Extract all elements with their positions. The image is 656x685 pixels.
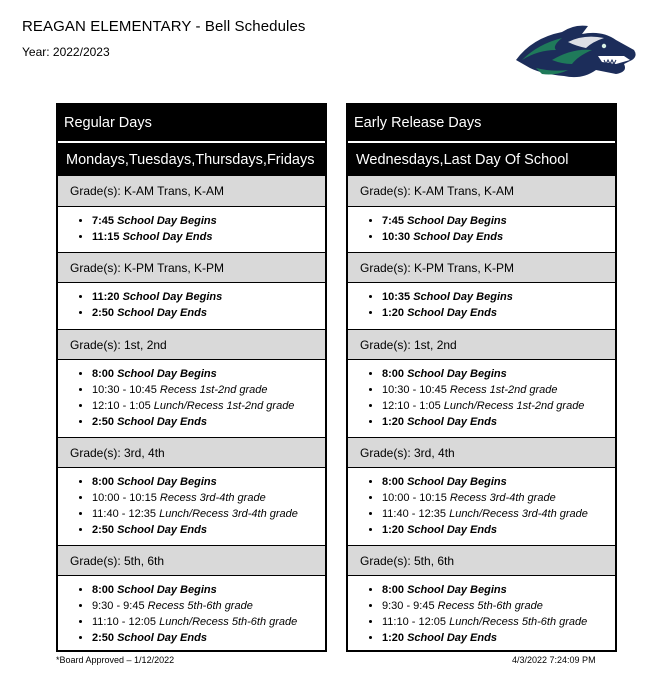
schedule-list <box>348 468 615 545</box>
schedule-time: 1:20 <box>382 416 405 428</box>
schedule-item <box>382 506 615 522</box>
schedule-description: School Day Begins <box>407 584 507 596</box>
grade-header: Grade(s): K-PM Trans, K-PM <box>348 252 615 283</box>
schedule-item <box>92 305 325 321</box>
schedule-description: Lunch/Recess 1st-2nd grade <box>443 400 585 412</box>
schedule-time: 10:00 - 10:15 <box>382 492 447 504</box>
schedule-description: Recess 5th-6th grade <box>147 600 253 612</box>
schedule-item <box>382 289 615 305</box>
schedule-description: Lunch/Recess 5th-6th grade <box>449 616 588 628</box>
schedule-list <box>58 360 325 437</box>
grade-header: Grade(s): 1st, 2nd <box>348 329 615 360</box>
grade-header: Grade(s): 1st, 2nd <box>58 329 325 360</box>
schedule-time: 11:20 <box>92 291 120 303</box>
schedule-description: School Day Ends <box>117 632 207 644</box>
grade-header: Grade(s): 5th, 6th <box>58 545 325 576</box>
schedule-time: 10:30 - 10:45 <box>382 384 447 396</box>
board-approved-note: *Board Approved – 1/12/2022 <box>56 655 175 665</box>
schedule-description: School Day Begins <box>407 368 507 380</box>
schedule-item <box>92 630 325 646</box>
schedule-description: School Day Begins <box>407 476 507 488</box>
column-title: Regular Days <box>58 105 325 143</box>
schedule-description: School Day Ends <box>407 524 497 536</box>
schedule-description: School Day Begins <box>117 476 217 488</box>
schedule-item <box>382 414 615 430</box>
schedule-item <box>382 229 615 245</box>
schedule-item <box>382 490 615 506</box>
schedule-time: 2:50 <box>92 524 115 536</box>
schedule-time: 2:50 <box>92 632 115 644</box>
schedule-description: Lunch/Recess 1st-2nd grade <box>153 400 295 412</box>
print-timestamp: 4/3/2022 7:24:09 PM <box>512 655 596 665</box>
schedule-time: 9:30 - 9:45 <box>92 600 145 612</box>
grade-header: Grade(s): 3rd, 4th <box>348 437 615 468</box>
schedule-item <box>382 382 615 398</box>
schedule-time: 10:30 <box>382 231 411 243</box>
schedule-time: 8:00 <box>382 584 405 596</box>
school-year: Year: 2022/2023 <box>22 45 110 59</box>
schedule-description: School Day Begins <box>117 368 217 380</box>
schedule-description: Recess 3rd-4th grade <box>449 492 556 504</box>
schedule-list <box>58 207 325 252</box>
schedule-item <box>92 414 325 430</box>
schedule-time: 2:50 <box>92 307 115 319</box>
early-release-column <box>346 103 617 652</box>
schedule-description: Recess 1st-2nd grade <box>159 384 268 396</box>
schedule-time: 1:20 <box>382 632 405 644</box>
schedule-description: Lunch/Recess 5th-6th grade <box>159 616 298 628</box>
wolf-mascot-logo <box>512 20 640 84</box>
schedule-list <box>348 576 615 653</box>
schedule-item <box>382 213 615 229</box>
schedule-description: School Day Ends <box>413 231 504 243</box>
schedule-description: School Day Ends <box>117 416 207 428</box>
schedule-time: 8:00 <box>382 476 405 488</box>
schedule-time: 12:10 - 1:05 <box>92 400 151 412</box>
schedule-item <box>92 213 325 229</box>
schedule-time: 11:15 <box>92 231 120 243</box>
schedule-list <box>58 283 325 329</box>
schedule-description: School Day Begins <box>122 291 223 303</box>
schedule-item <box>92 366 325 382</box>
schedule-description: Lunch/Recess 3rd-4th grade <box>159 508 298 520</box>
schedule-time: 8:00 <box>92 476 115 488</box>
schedule-description: School Day Ends <box>407 307 497 319</box>
schedule-description: School Day Begins <box>407 215 507 227</box>
column-title: Early Release Days <box>348 105 615 143</box>
regular-days-column <box>56 103 327 652</box>
schedule-description: School Day Begins <box>413 291 513 303</box>
column-days: Mondays,Tuesdays,Thursdays,Fridays <box>58 143 325 176</box>
schedule-list <box>348 360 615 437</box>
schedule-item <box>92 522 325 538</box>
schedule-description: Recess 1st-2nd grade <box>449 384 558 396</box>
column-days: Wednesdays,Last Day Of School <box>348 143 615 176</box>
schedule-time: 1:20 <box>382 524 405 536</box>
schedule-item <box>92 598 325 614</box>
schedule-item <box>92 382 325 398</box>
schedule-description: Lunch/Recess 3rd-4th grade <box>449 508 588 520</box>
schedule-time: 7:45 <box>92 215 115 227</box>
schedule-description: School Day Ends <box>407 632 497 644</box>
schedule-description: School Day Begins <box>117 584 217 596</box>
schedule-time: 1:20 <box>382 307 405 319</box>
schedule-item <box>382 305 615 321</box>
schedule-time: 11:40 - 12:35 <box>382 508 447 520</box>
schedule-list <box>58 576 325 653</box>
schedule-time: 10:30 - 10:45 <box>92 384 157 396</box>
schedule-item <box>92 474 325 490</box>
schedule-time: 8:00 <box>382 368 405 380</box>
schedule-time: 11:40 - 12:35 <box>92 508 157 520</box>
schedule-item <box>92 506 325 522</box>
schedule-description: School Day Ends <box>117 524 207 536</box>
grade-header: Grade(s): K-AM Trans, K-AM <box>58 176 325 207</box>
schedule-time: 7:45 <box>382 215 405 227</box>
page-title: REAGAN ELEMENTARY - Bell Schedules <box>22 18 306 35</box>
schedule-item <box>382 614 615 630</box>
schedule-description: School Day Ends <box>117 307 207 319</box>
schedule-time: 10:00 - 10:15 <box>92 492 157 504</box>
schedule-description: Recess 3rd-4th grade <box>159 492 266 504</box>
schedule-time: 8:00 <box>92 584 115 596</box>
schedule-list <box>58 468 325 545</box>
schedule-time: 2:50 <box>92 416 115 428</box>
schedule-item <box>92 614 325 630</box>
schedule-item <box>92 490 325 506</box>
schedule-item <box>92 398 325 414</box>
schedule-description: Recess 5th-6th grade <box>437 600 543 612</box>
schedule-item <box>382 582 615 598</box>
grade-header: Grade(s): 3rd, 4th <box>58 437 325 468</box>
schedule-time: 11:10 - 12:05 <box>382 616 447 628</box>
schedule-description: School Day Ends <box>122 231 213 243</box>
grade-header: Grade(s): K-PM Trans, K-PM <box>58 252 325 283</box>
schedule-item <box>382 474 615 490</box>
schedule-description: School Day Ends <box>407 416 497 428</box>
schedule-time: 10:35 <box>382 291 411 303</box>
schedule-item <box>382 366 615 382</box>
schedule-time: 9:30 - 9:45 <box>382 600 435 612</box>
schedule-item <box>92 582 325 598</box>
schedule-item <box>382 398 615 414</box>
schedule-description: School Day Begins <box>117 215 217 227</box>
schedule-time: 12:10 - 1:05 <box>382 400 441 412</box>
schedule-time: 11:10 - 12:05 <box>92 616 157 628</box>
schedule-item <box>382 630 615 646</box>
grade-header: Grade(s): 5th, 6th <box>348 545 615 576</box>
schedule-list <box>348 207 615 252</box>
schedule-item <box>382 522 615 538</box>
schedule-item <box>92 229 325 245</box>
grade-header: Grade(s): K-AM Trans, K-AM <box>348 176 615 207</box>
schedule-item <box>92 289 325 305</box>
schedule-list <box>348 283 615 329</box>
schedule-time: 8:00 <box>92 368 115 380</box>
schedule-item <box>382 598 615 614</box>
